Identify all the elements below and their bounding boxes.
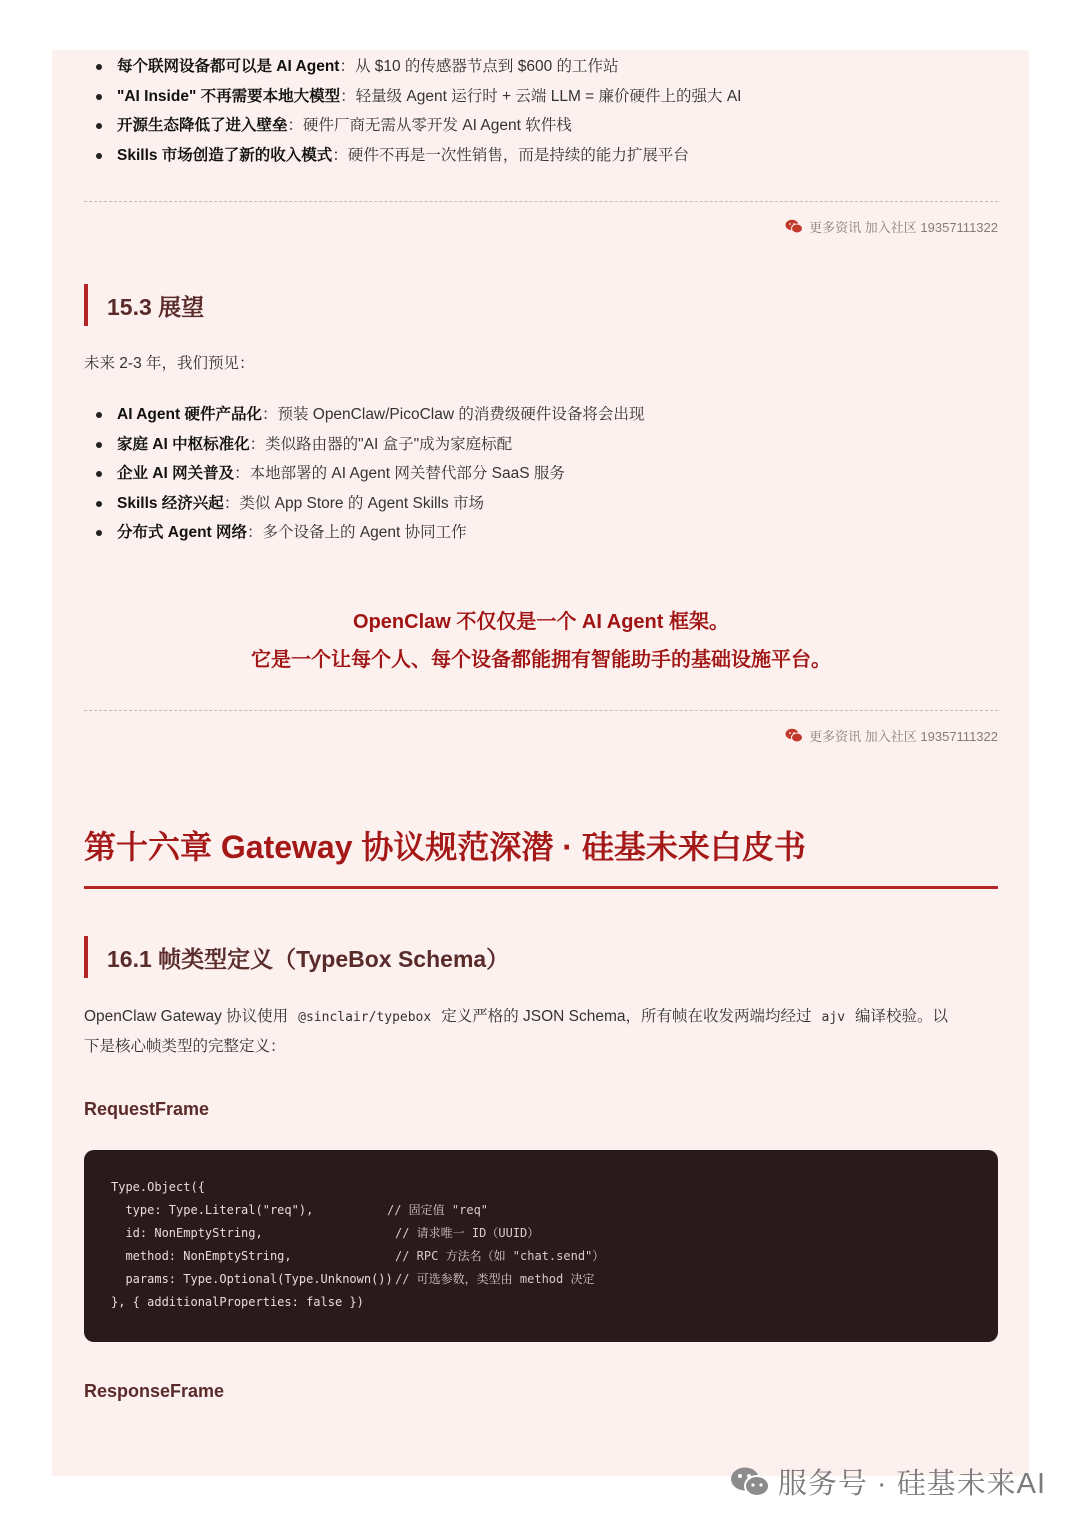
- list-item: [84, 489, 998, 519]
- code-text: id: NonEmptyString,: [111, 1226, 263, 1240]
- chapter-title: 第十六章 Gateway 协议规范深潜 · 硅基未来白皮书: [84, 829, 806, 865]
- bullet-bold: "AI Inside" 不再需要本地大模型: [117, 87, 341, 105]
- paragraph-text: OpenClaw Gateway 协议使用: [84, 1008, 289, 1025]
- list-item: [84, 52, 998, 82]
- code-comment: // 请求唯一 ID（UUID）: [395, 1226, 540, 1240]
- bullet-dot: [96, 530, 102, 536]
- code-comment: // 可选参数，类型由 method 决定: [395, 1272, 595, 1286]
- wechat-icon: [730, 1466, 770, 1498]
- section-paragraph: [84, 1002, 998, 1061]
- code-line: [111, 1268, 998, 1291]
- code-comment: // RPC 方法名（如 "chat.send"）: [395, 1249, 605, 1263]
- wechat-icon: [785, 219, 803, 234]
- code-text: params: Type.Optional(Type.Unknown()): [111, 1272, 393, 1286]
- code-line: [111, 1291, 998, 1314]
- code-text: }, { additionalProperties: false }): [111, 1295, 364, 1309]
- list-item: [84, 430, 998, 460]
- section-heading-15-3: [84, 284, 204, 326]
- community-note: [785, 217, 998, 236]
- bullet-dot: [96, 64, 102, 70]
- bullet-dot: [96, 94, 102, 100]
- bullet-dot: [96, 442, 102, 448]
- bullet-bold: 分布式 Agent 网络: [117, 524, 248, 541]
- code-line: [111, 1245, 998, 1268]
- bullet-bold: AI Agent 硬件产品化: [117, 406, 262, 423]
- bullet-text: ：多个设备上的 Agent 协同工作: [247, 524, 467, 541]
- paragraph-line-1: [84, 1002, 998, 1032]
- bullet-dot: [96, 123, 102, 129]
- wechat-icon: [785, 728, 803, 743]
- bullet-text: ：预装 OpenClaw/PicoClaw 的消费级硬件设备将会出现: [261, 406, 645, 423]
- section-title: 16.1 帧类型定义（TypeBox Schema）: [107, 945, 510, 972]
- account-watermark: [730, 1461, 1046, 1502]
- paragraph-line-2: 下是核心帧类型的完整定义：: [84, 1038, 286, 1055]
- code-block: [84, 1150, 998, 1342]
- section-heading-16-1: [84, 936, 509, 978]
- code-text: type: Type.Literal("req"),: [111, 1203, 314, 1217]
- code-text: method: NonEmptyString,: [111, 1249, 292, 1263]
- bullet-text: ：硬件厂商无需从零开发 AI Agent 软件栈: [287, 117, 572, 134]
- code-line: [111, 1176, 998, 1199]
- bullet-dot: [96, 501, 102, 507]
- heading-accent-bar: [84, 936, 88, 978]
- list-item: [84, 111, 998, 141]
- community-note: [785, 726, 998, 745]
- bullet-text: ：从 $10 的传感器节点到 $600 的工作站: [339, 58, 619, 75]
- outlook-bullet-list: [84, 400, 998, 548]
- quote-line-2: 它是一个让每个人、每个设备都能拥有智能助手的基础设施平台。: [251, 649, 831, 671]
- bullet-text: ：轻量级 Agent 运行时 + 云端 LLM = 廉价硬件上的强大 AI: [340, 87, 742, 105]
- bullet-dot: [96, 412, 102, 418]
- bullet-bold: Skills 经济兴起: [117, 494, 224, 512]
- watermark-text: 服务号 · 硅基未来AI: [777, 1468, 1046, 1500]
- code-line: [111, 1222, 998, 1245]
- bullet-text: ：类似 App Store 的 Agent Skills 市场: [223, 494, 484, 512]
- community-text: 更多资讯 加入社区 19357111322: [809, 729, 998, 744]
- bullet-bold: 企业 AI 网关普及: [117, 465, 235, 482]
- bullet-text: ：类似路由器的"AI 盒子"成为家庭标配: [249, 435, 513, 453]
- bullet-dot: [96, 153, 102, 159]
- paragraph-text: 编译校验。以: [855, 1008, 949, 1025]
- community-text: 更多资讯 加入社区 19357111322: [809, 220, 998, 235]
- code-line: [111, 1199, 998, 1222]
- inline-code: ajv: [821, 1010, 846, 1025]
- bullet-dot: [96, 471, 102, 477]
- list-item: [84, 141, 998, 171]
- feature-bullet-list: [84, 52, 998, 170]
- bullet-bold: Skills 市场创造了新的收入模式: [117, 146, 333, 164]
- bullet-text: ：硬件不再是一次性销售，而是持续的能力扩展平台: [332, 146, 689, 164]
- bullet-bold: 每个联网设备都可以是 AI Agent: [117, 58, 340, 75]
- bullet-bold: 家庭 AI 中枢标准化: [117, 435, 250, 453]
- response-frame-heading: ResponseFrame: [84, 1381, 225, 1401]
- section-intro: 未来 2-3 年，我们预见：: [84, 355, 255, 372]
- bullet-text: ：本地部署的 AI Agent 网关替代部分 SaaS 服务: [234, 465, 565, 482]
- chapter-underline: [84, 886, 998, 889]
- dashed-divider: [84, 201, 998, 202]
- dashed-divider: [84, 710, 998, 711]
- inline-code: @sinclair/typebox: [298, 1010, 432, 1025]
- code-comment: // 固定值 "req": [387, 1203, 489, 1217]
- code-text: Type.Object({: [111, 1180, 205, 1194]
- request-frame-heading: RequestFrame: [84, 1099, 210, 1119]
- quote-line-1: OpenClaw 不仅仅是一个 AI Agent 框架。: [353, 611, 729, 633]
- list-item: [84, 400, 998, 430]
- paragraph-text: 定义严格的 JSON Schema，所有帧在收发两端均经过: [441, 1008, 812, 1025]
- closing-quote: [84, 603, 998, 679]
- bullet-bold: 开源生态降低了进入壁垒: [117, 117, 288, 134]
- list-item: [84, 82, 998, 112]
- list-item: [84, 518, 998, 548]
- section-title: 15.3 展望: [107, 293, 205, 320]
- list-item: [84, 459, 998, 489]
- heading-accent-bar: [84, 284, 88, 326]
